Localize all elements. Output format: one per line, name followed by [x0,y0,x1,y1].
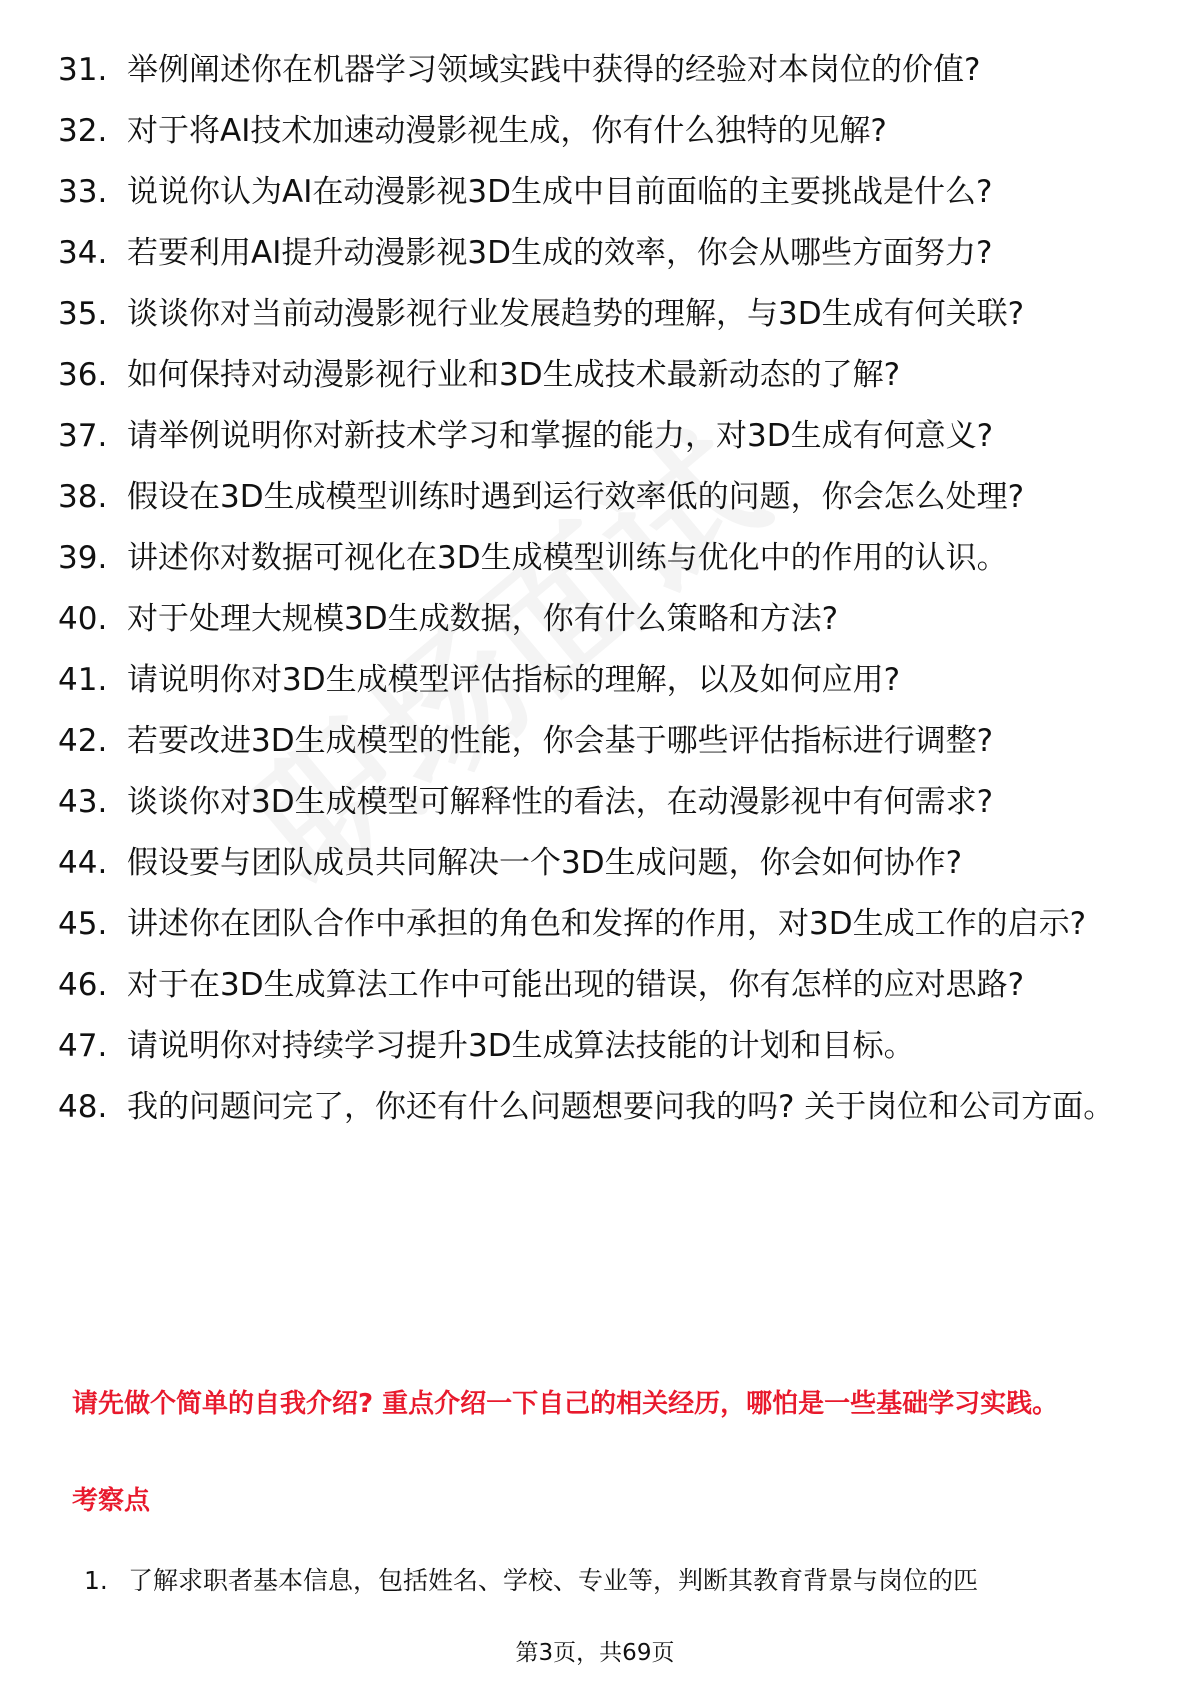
question-item [0,721,1190,762]
list-item [84,1564,1134,1598]
page-number: 第3页，共69页 [515,1640,675,1666]
question-number: 36. [58,357,108,393]
question-text: 请举例说明你对新技术学习和掌握的能力，对3D生成有何意义? [127,418,994,454]
question-text: 若要利用AI提升动漫影视3D生成的效率，你会从哪些方面努力? [127,235,993,271]
question-number: 35. [58,296,108,332]
question-text: 假设要与团队成员共同解决一个3D生成问题，你会如何协作? [127,845,963,881]
question-item [0,416,1190,457]
question-number: 34. [58,235,108,271]
section-subheading: 考察点 [72,1486,151,1516]
question-item [0,1026,1190,1067]
question-number: 38. [58,479,108,515]
question-number: 42. [58,723,108,759]
question-item [0,1087,1190,1128]
question-text: 谈谈你对当前动漫影视行业发展趋势的理解，与3D生成有何关联? [127,296,1025,332]
question-text: 假设在3D生成模型训练时遇到运行效率低的问题，你会怎么处理? [127,479,1025,515]
question-item [0,111,1190,152]
question-item [0,477,1190,518]
question-item [0,599,1190,640]
list-item-text: 了解求职者基本信息，包括姓名、学校、专业等，判断其教育背景与岗位的匹 [128,1566,979,1595]
question-item [0,355,1190,396]
question-list [0,50,1190,1148]
question-text: 请说明你对持续学习提升3D生成算法技能的计划和目标。 [127,1028,915,1064]
question-number: 31. [58,52,108,88]
question-number: 46. [58,967,108,1003]
question-number: 40. [58,601,108,637]
question-number: 32. [58,113,108,149]
question-text: 如何保持对动漫影视行业和3D生成技术最新动态的了解? [127,357,901,393]
question-item [0,172,1190,213]
question-number: 45. [58,906,108,942]
question-number: 47. [58,1028,108,1064]
question-text: 谈谈你对3D生成模型可解释性的看法，在动漫影视中有何需求? [127,784,994,820]
section-heading: 请先做个简单的自我介绍? 重点介绍一下自己的相关经历，哪怕是一些基础学习实践。 [72,1389,1059,1419]
question-number: 39. [58,540,108,576]
question-text: 请说明你对3D生成模型评估指标的理解，以及如何应用? [127,662,901,698]
question-number: 37. [58,418,108,454]
list-item-number: 1. [84,1566,108,1595]
question-item [0,538,1190,579]
question-number: 33. [58,174,108,210]
question-number: 43. [58,784,108,820]
question-text: 对于在3D生成算法工作中可能出现的错误，你有怎样的应对思路? [127,967,1025,1003]
question-text: 若要改进3D生成模型的性能，你会基于哪些评估指标进行调整? [127,723,994,759]
question-text: 讲述你在团队合作中承担的角色和发挥的作用，对3D生成工作的启示? [127,906,1087,942]
question-item [0,233,1190,274]
question-item [0,904,1190,945]
question-text: 对于将AI技术加速动漫影视生成，你有什么独特的见解? [127,113,887,149]
question-item [0,782,1190,823]
question-item [0,843,1190,884]
question-item [0,660,1190,701]
question-text: 我的问题问完了，你还有什么问题想要问我的吗? 关于岗位和公司方面。 [127,1089,1115,1125]
question-text: 对于处理大规模3D生成数据，你有什么策略和方法? [127,601,839,637]
question-number: 48. [58,1089,108,1125]
question-item [0,50,1190,91]
question-text: 讲述你对数据可视化在3D生成模型训练与优化中的作用的认识。 [127,540,1008,576]
question-item [0,294,1190,335]
question-number: 44. [58,845,108,881]
question-text: 说说你认为AI在动漫影视3D生成中目前面临的主要挑战是什么? [127,174,993,210]
question-number: 41. [58,662,108,698]
question-item [0,965,1190,1006]
question-text: 举例阐述你在机器学习领域实践中获得的经验对本岗位的价值? [127,52,981,88]
